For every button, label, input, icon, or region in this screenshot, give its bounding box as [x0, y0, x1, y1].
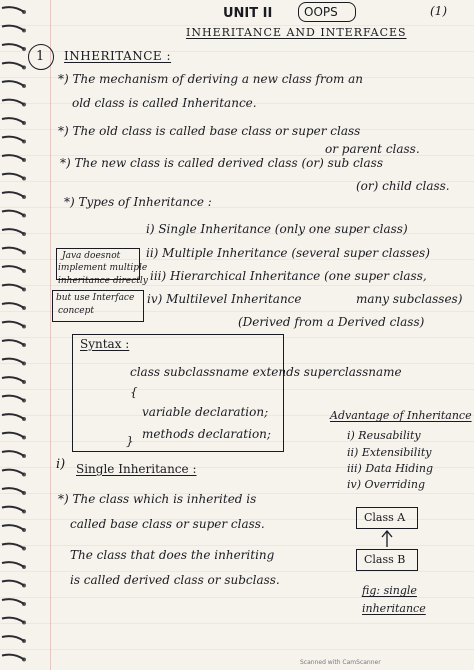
single-line2: called base class or super class.	[70, 517, 265, 531]
binding-ring	[2, 655, 24, 660]
syntax-line5: }	[126, 434, 134, 448]
single-heading: Single Inheritance :	[76, 462, 197, 476]
definition-line1: *) The mechanism of deriving a new class from an	[58, 72, 364, 86]
binding-ring	[2, 636, 24, 641]
binding-ring	[2, 599, 24, 604]
binding-ring	[2, 229, 24, 234]
java-note-line5: concept	[58, 306, 94, 316]
advantages-heading: Advantage of Inheritance	[330, 409, 472, 422]
binding-ring	[2, 581, 24, 586]
binding-ring	[2, 266, 24, 271]
single-line1: *) The class which is inherited is	[58, 492, 257, 506]
binding-ring	[2, 211, 24, 216]
parent-class-line: or parent class.	[325, 142, 420, 156]
binding-ring	[2, 340, 24, 345]
binding-ring	[2, 248, 24, 253]
binding-ring	[2, 303, 24, 308]
binding-ring	[2, 63, 24, 68]
old-class-line: *) The old class is called base class or super class	[58, 124, 361, 138]
child-class-line: (or) child class.	[356, 179, 450, 193]
binding-ring	[2, 174, 24, 179]
binding-ring	[2, 100, 24, 105]
subject-label: OOPS	[304, 5, 338, 19]
binding-ring	[2, 488, 24, 493]
class-b-label: Class B	[364, 553, 406, 566]
type-multiple: ii) Multiple Inheritance (several super classes)	[146, 246, 430, 260]
binding-ring	[2, 322, 24, 327]
advantage-4: iv) Overriding	[347, 478, 425, 491]
binding-ring	[2, 544, 24, 549]
unit-label: UNIT II	[223, 6, 273, 21]
figure-caption-1: fig: single	[362, 584, 417, 597]
binding-ring	[2, 44, 24, 49]
java-note-line4: but use Interface	[56, 293, 135, 303]
binding-ring	[2, 525, 24, 530]
types-heading: *) Types of Inheritance :	[64, 195, 212, 209]
inheritance-arrow	[380, 529, 394, 549]
syntax-line3: variable declaration;	[142, 405, 269, 419]
advantage-3: iii) Data Hiding	[347, 462, 433, 475]
type-hierarchical-cont: many subclasses)	[356, 292, 463, 306]
binding-ring	[2, 470, 24, 475]
binding-ring	[2, 396, 24, 401]
new-class-line: *) The new class is called derived class (or) sub class	[60, 156, 383, 170]
type-multilevel-cont: (Derived from a Derived class)	[238, 315, 425, 329]
binding-ring	[2, 26, 24, 31]
page-title: INHERITANCE AND INTERFACES	[186, 26, 407, 39]
syntax-line1: class subclassname extends superclassname	[130, 365, 402, 379]
advantage-1: i) Reusability	[347, 429, 421, 442]
binding-ring	[2, 7, 24, 12]
page-number: (1)	[430, 4, 447, 18]
inheritance-heading: INHERITANCE :	[64, 49, 172, 63]
binding-ring	[2, 618, 24, 623]
type-single: i) Single Inheritance (only one super class)	[146, 222, 408, 236]
margin-line	[50, 0, 51, 670]
binding-ring	[2, 137, 24, 142]
class-a-label: Class A	[364, 511, 406, 524]
definition-line2: old class is called Inheritance.	[72, 96, 257, 110]
syntax-line2: {	[130, 385, 138, 399]
binding-ring	[2, 414, 24, 419]
binding-ring	[2, 285, 24, 290]
syntax-heading: Syntax :	[80, 337, 130, 351]
java-note-line2: implement multiple	[58, 263, 148, 273]
scanner-watermark: Scanned with CamScanner	[300, 659, 381, 666]
syntax-line4: methods declaration;	[142, 427, 271, 441]
single-number: i)	[56, 457, 66, 472]
binding-ring	[2, 118, 24, 123]
binding-ring	[2, 562, 24, 567]
java-note-line1: Java doesnot	[62, 251, 121, 261]
binding-ring	[2, 359, 24, 364]
binding-ring	[2, 433, 24, 438]
binding-ring	[2, 81, 24, 86]
binding-ring	[2, 507, 24, 512]
advantage-2: ii) Extensibility	[347, 446, 432, 459]
binding-ring	[2, 377, 24, 382]
spiral-binding	[0, 0, 40, 670]
type-multilevel: iv) Multilevel Inheritance	[147, 292, 302, 306]
single-line4: is called derived class or subclass.	[70, 573, 280, 587]
java-note-line3: inheritance directly	[58, 276, 148, 286]
binding-ring	[2, 155, 24, 160]
figure-caption-2: inheritance	[362, 602, 426, 615]
binding-ring	[2, 451, 24, 456]
section-number: 1	[36, 49, 45, 64]
type-hierarchical: iii) Hierarchical Inheritance (one super class,	[150, 269, 427, 283]
binding-ring	[2, 192, 24, 197]
single-line3: The class that does the inheriting	[70, 548, 275, 562]
